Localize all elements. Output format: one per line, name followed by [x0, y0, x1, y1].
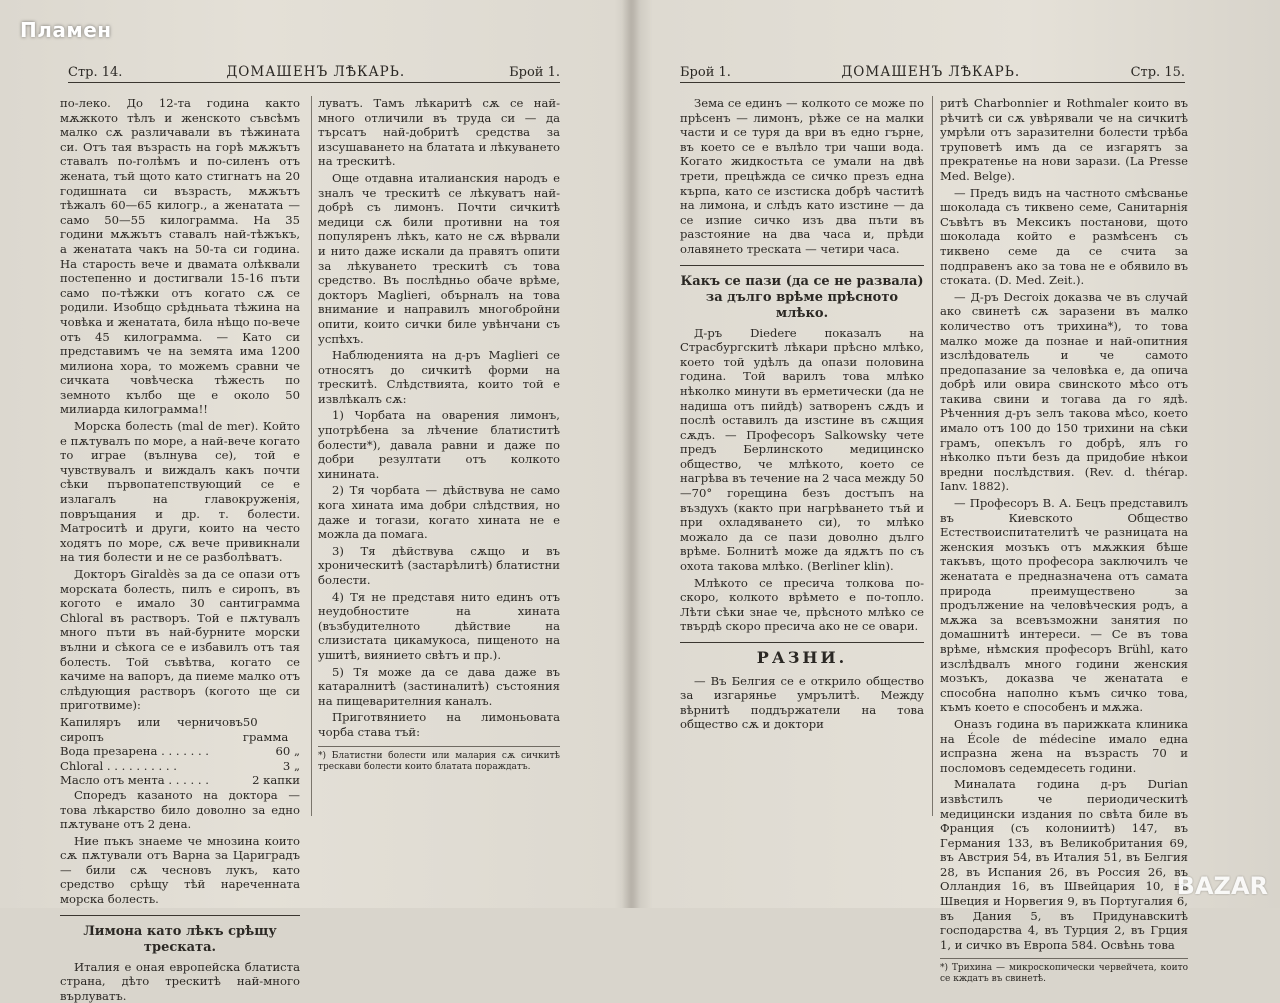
right-page-number: Стр. 15.: [1130, 65, 1185, 80]
right-column-rule: [932, 96, 933, 816]
recipe-row: [60, 715, 300, 744]
col2-para-9: Приготвянието на лимоньовата чорба става тъй:: [318, 710, 560, 739]
col2-para-7: 4) Тя не представя нито единъ отъ неудобностите на хината (възбудителното дѣйствие на слизистата цикамукоса, пищеното на ушитѣ, виянието свѣтъ и пр.).: [318, 589, 560, 662]
col2-footnote: *) Блатистни болести или малария сѫ сичкитѣ трескави болести които блатата пораждатъ.: [318, 746, 560, 773]
col3-para-1: Зема се единъ — колкото се може по прѣсенъ — лимонъ, рѣже се на малки части и се туря да ври въ едно гърне, въ което се е вълѣло три чаши вода. Когато жидкостьта се умали на двѣ трети, прецѣжда се сичко презъ една кърпа, като се изстиска добрѣ частитѣ на лимона, и слѣдъ като изстине — да се изпие сичко изъ два пъти въ разстояние на два часа и, прѣди олавянето трескaтa — четири часа.: [680, 96, 924, 256]
article-separator: [680, 265, 924, 266]
article-separator: [60, 915, 300, 916]
col1-para-3: Докторъ Giraldès за да се опази отъ морската болесть, пилъ е сиропъ, въ когото е имало 30 сантиграмма Chloral въ растворъ. Той е пѫтувалъ много пъти въ най-бурните морски вълни и сѣкога се е избавилъ отъ тая болесть. Той съвѣтва, когато се качиме на вапоръ, да пиеме малко отъ слѣдующия растворъ (когото ще си приготвиме):: [60, 567, 300, 713]
left-journal-title: ДОМАШЕНЪ ЛѢКАРЬ.: [226, 64, 406, 80]
col1-para-5: Ние пъкъ знаеме че мнозина които сѫ пѫтували отъ Варна за Цариградъ — били сѫ чесновъ лукъ, като средство срѣщу тѣй нареченната морска болесть.: [60, 833, 300, 907]
right-issue-number: Брой 1.: [680, 65, 731, 80]
col3-para-2: Д-ръ Diedere показалъ на Страсбургскитѣ лѣкари прѣсно млѣко, което той удѣлъ да опази половина година. Той варилъ това млѣко нѣколко минути въ ерметически (да не надиша отъ пийдѣ) затворенъ сѫдъ и послѣ оставилъ да изстине въ сѫщия сѫдъ. — Професоръ Salkowsky чете предъ Берлинското медицинско общество, че млѣкото, което се нагрѣва въ течение на 2 часа между 50—70° горещина безъ достъпъ на въздухъ (както при нагрѣването тъй и при охладяването си), то млѣко можало да се пази доволно дълго врѣме. Болнитѣ може да ядѫтъ по съ охота такова млѣко. (Berliner klin).: [680, 325, 924, 574]
col2-para-4: 1) Чорбата на оварения лимонъ, употрѣбена за лѣчение блатиститѣ болести*), давала равни и даже по добри резултати отъ колкото хинината.: [318, 408, 560, 481]
bazar-logo: BAZAR: [1176, 872, 1268, 900]
col2-para-8: 5) Тя може да се дава даже въ катаралнитѣ (застиналитѣ) състояния на пищеварителния каналъ.: [318, 664, 560, 708]
recipe-item: Капиляръ или черничовъ сиропъ: [60, 714, 243, 744]
recipe-item: Chloral . . . . . . . . . .: [60, 758, 177, 773]
left-issue-number: Брой 1.: [509, 65, 560, 80]
col4-para-4: — Професоръ В. А. Бецъ представилъ въ Киевското Общество Естествоиспитателитѣ че разницата на женския мозъкъ отъ мѫжкия бѣше такъвъ, щото професора заключилъ че женатата е предназначена отъ самата природа преимуществено за продължение на человѣческия родъ, а мѫжа за всевъзможни занятия по домашнитѣ интереси. — Се въ това врѣме, нѣмския професоръ Brühl, като изслѣдвалъ много години женския мозъкъ, доказва че женатата е способна наполно къмъ сичко това, къмъ което е способенъ и мѫжа.: [940, 496, 1188, 715]
recipe-qty: 3 „: [282, 758, 300, 773]
left-running-header: [68, 60, 560, 83]
misc-section-title: РАЗНИ.: [756, 648, 848, 667]
left-column-rule: [311, 96, 312, 816]
recipe-qty: 2 капки: [252, 773, 300, 788]
recipe-row: [60, 744, 300, 759]
col2-para-2: Още отдавна италианския народъ е зналъ че трескитѣ се лѣкуватъ най-добрѣ съ лимонъ. Почти сичкитѣ медици сѫ били противни на тоя популяренъ лѣкъ, като не сѫ вѣрвали и нито даже искали да правятъ опити за лѣкуването трескитѣ съ това средство. Въ послѣдньо обаче врѣме, докторъ Maglieri, обърналъ на това внимание и направилъ многобройни опити, които сички биле увѣнчани съ успѣхъ.: [318, 170, 560, 346]
right-journal-title: ДОМАШЕНЪ ЛѢКАРЬ.: [841, 64, 1021, 80]
lemon-article-title: Лимона като лѣкъ срѣщу трескатa.: [83, 923, 277, 955]
milk-article-title: Какъ се пази (да се не развала) за дълго врѣме прѣсното млѣко.: [680, 273, 924, 321]
col4-footnote: *) Трихина — микроскопически червейчета, които се кждатъ въ свинетѣ.: [940, 958, 1188, 985]
recipe-row: [60, 773, 300, 788]
col3-para-3: Млѣкото се пресича толкова по-скоро, колкото врѣмето е по-топло. Лѣти сѣки знае че, прѣсното млѣко се твърдѣ скоро пресича ако не се овари.: [680, 575, 924, 634]
lemon-article-start: Италия е оная европейска блатиста страна, дѣто трескитѣ най-много върлуватъ.: [60, 959, 300, 1003]
col4-para-3: — Д-ръ Decroix доказва че въ случай ако свинетѣ сѫ заразени въ малко количество отъ трихина*), то това малко може да познае и най-опитния изслѣдователь и че самото предопазание за человѣка е, да опича добрѣ или овира свинското мѣсо отъ такива свини и тогава да го ядѣ. Рѣченния д-ръ зелъ такова мѣсо, което имало отъ 100 до 150 трихини на сѣки грамъ, опекълъ го добрѣ, ялъ го нѣколко пъти безъ да придобие нѣкои вредни послѣдствия. (Rev. d. thérap. Ianv. 1882).: [940, 289, 1188, 494]
column-1: [60, 96, 300, 1003]
col2-para-3: Наблюденията на д-ръ Maglieri се относятъ до сичкитѣ форми на трескитѣ. Слѣдствията, които той е извлѣкалъ сѫ:: [318, 348, 560, 406]
page-fold: [622, 0, 640, 908]
col4-para-1: ритѣ Charbonnier и Rothmaler които въ рѣчитѣ си сѫ увѣрявали че на сичкитѣ умрѣли отъ заразителни болести трѣба труповетѣ имъ да се изгарятъ за прекратеньe на нови зарази. (La Presse Med. Belge).: [940, 96, 1188, 183]
chloral-recipe: [60, 715, 300, 788]
recipe-qty: 60 „: [275, 744, 300, 759]
col2-para-1: луватъ. Тамъ лѣкаритѣ сѫ се най-много отличили въ труда си — да търсатъ най-добритѣ средства за изсушаването на блатата и лѣкуването на трескитѣ.: [318, 96, 560, 169]
col2-para-5: 2) Тя чорбата — дѣйствува не само кога хината има добри слѣдствия, но даже и тогази, когато хината не е можла да помага.: [318, 483, 560, 542]
recipe-item: Масло отъ мента . . . . . .: [60, 773, 209, 788]
recipe-row: [60, 759, 300, 774]
col3-para-4: — Въ Белгия се е открило общество за изгарянье умрълитѣ. Между вѣрнитѣ поддържатели на това общество сѫ и доктори: [680, 673, 924, 732]
col4-para-6: Миналата година д-ръ Durian извѣстилъ че периодическитѣ медицински издания по свѣта биле въ Франция (съ колониитѣ) 147, въ Германия 133, въ Великобритания 69, въ Австрия 54, въ Италия 51, въ Белгия 28, въ Испания 26, въ Россия 26, въ Олландия 16, въ Швейцария 10, въ Швеция и Норвегия 9, въ Португалия 6, въ Дания 5, въ Придунавскитѣ господарства 4, въ Турция 2, въ Грция 1, и сичко въ Европа 584. Освѣнь това: [940, 777, 1188, 952]
col4-para-5: Оназъ година въ парижката клиника на École de médecine имало една испразна жена на възрасть 70 и посломовъ седемдесеть години.: [940, 716, 1188, 775]
column-2: [318, 96, 560, 816]
column-4: [940, 96, 1188, 985]
left-page-number: Стр. 14.: [68, 65, 123, 80]
col1-para-2: Морска болесть (mal de mer). Който е пѫтувалъ по море, а най-вече когато то играе (вълнува се), той е чувствувалъ и виждалъ какъ почти сѣки първопатепствующий се е излагалъ на главокруженiя, повръщания и др. т. болести. Матроситѣ и други, които на често ходятъ по море, сѫ вече привикнали на тия болести и не се разболѣватъ.: [60, 419, 300, 565]
column-3: [680, 96, 924, 816]
col4-para-2: — Предъ видъ на частното смѣсванье шоколада съ тиквено семе, Санитарнiя Съвѣтъ въ Мексикъ постанови, щото шоколада който е размѣсенъ съ тиквено семе да се счита за подправенъ ако за това не е обявило въ стоката. (D. Med. Zeit.).: [940, 185, 1188, 288]
right-running-header: [680, 60, 1185, 83]
col1-para-4: Споредъ казаното на доктора — това лѣкарство било доволно за едно пѫтуване отъ 2 дена.: [60, 787, 300, 832]
section-separator: [680, 642, 924, 643]
seller-watermark: Пламен: [20, 18, 112, 42]
col1-para-1: по-леко. До 12-та година както мѫжкото тѣлъ и женското съвсѣмъ малко сѫ различавали въ тѣжината си. Отъ тая възрасть на горѣ мѫжътъ ставалъ по-голѣмъ и по-силенъ отъ жената, тъй щото като стигнатъ на 20 годишната си възрасть, мѫжътъ тѣжалъ 60—65 килогр., а женатата — само 50—55 килограмма. На 35 години мѫжътъ ставалъ най-тѣжъкъ, а женатата чакъ на 50-та си година. На старость вече и двамата олѣквали постепенно и достигвали 15-16 пъти само по-тѣжки отъ когато сѫ се родили. Изобщо срѣдньата тѣжина на човѣка и женатата, била нѣщо по-вече отъ 45 килограмма. — Като си представимъ че на земята има 1200 милиона хора, то можемъ сравни че сичката човѣчеcка тѣжесть по земното кълбо ще е около 50 милиарда килограмма!!: [60, 96, 300, 417]
recipe-qty: 50 грамма: [242, 714, 289, 744]
recipe-item: Вода презарена . . . . . . .: [60, 744, 209, 759]
col2-para-6: 3) Тя дѣйствува сѫщо и въ хроническитѣ (застарѣлитѣ) блатистни болести.: [318, 543, 560, 587]
